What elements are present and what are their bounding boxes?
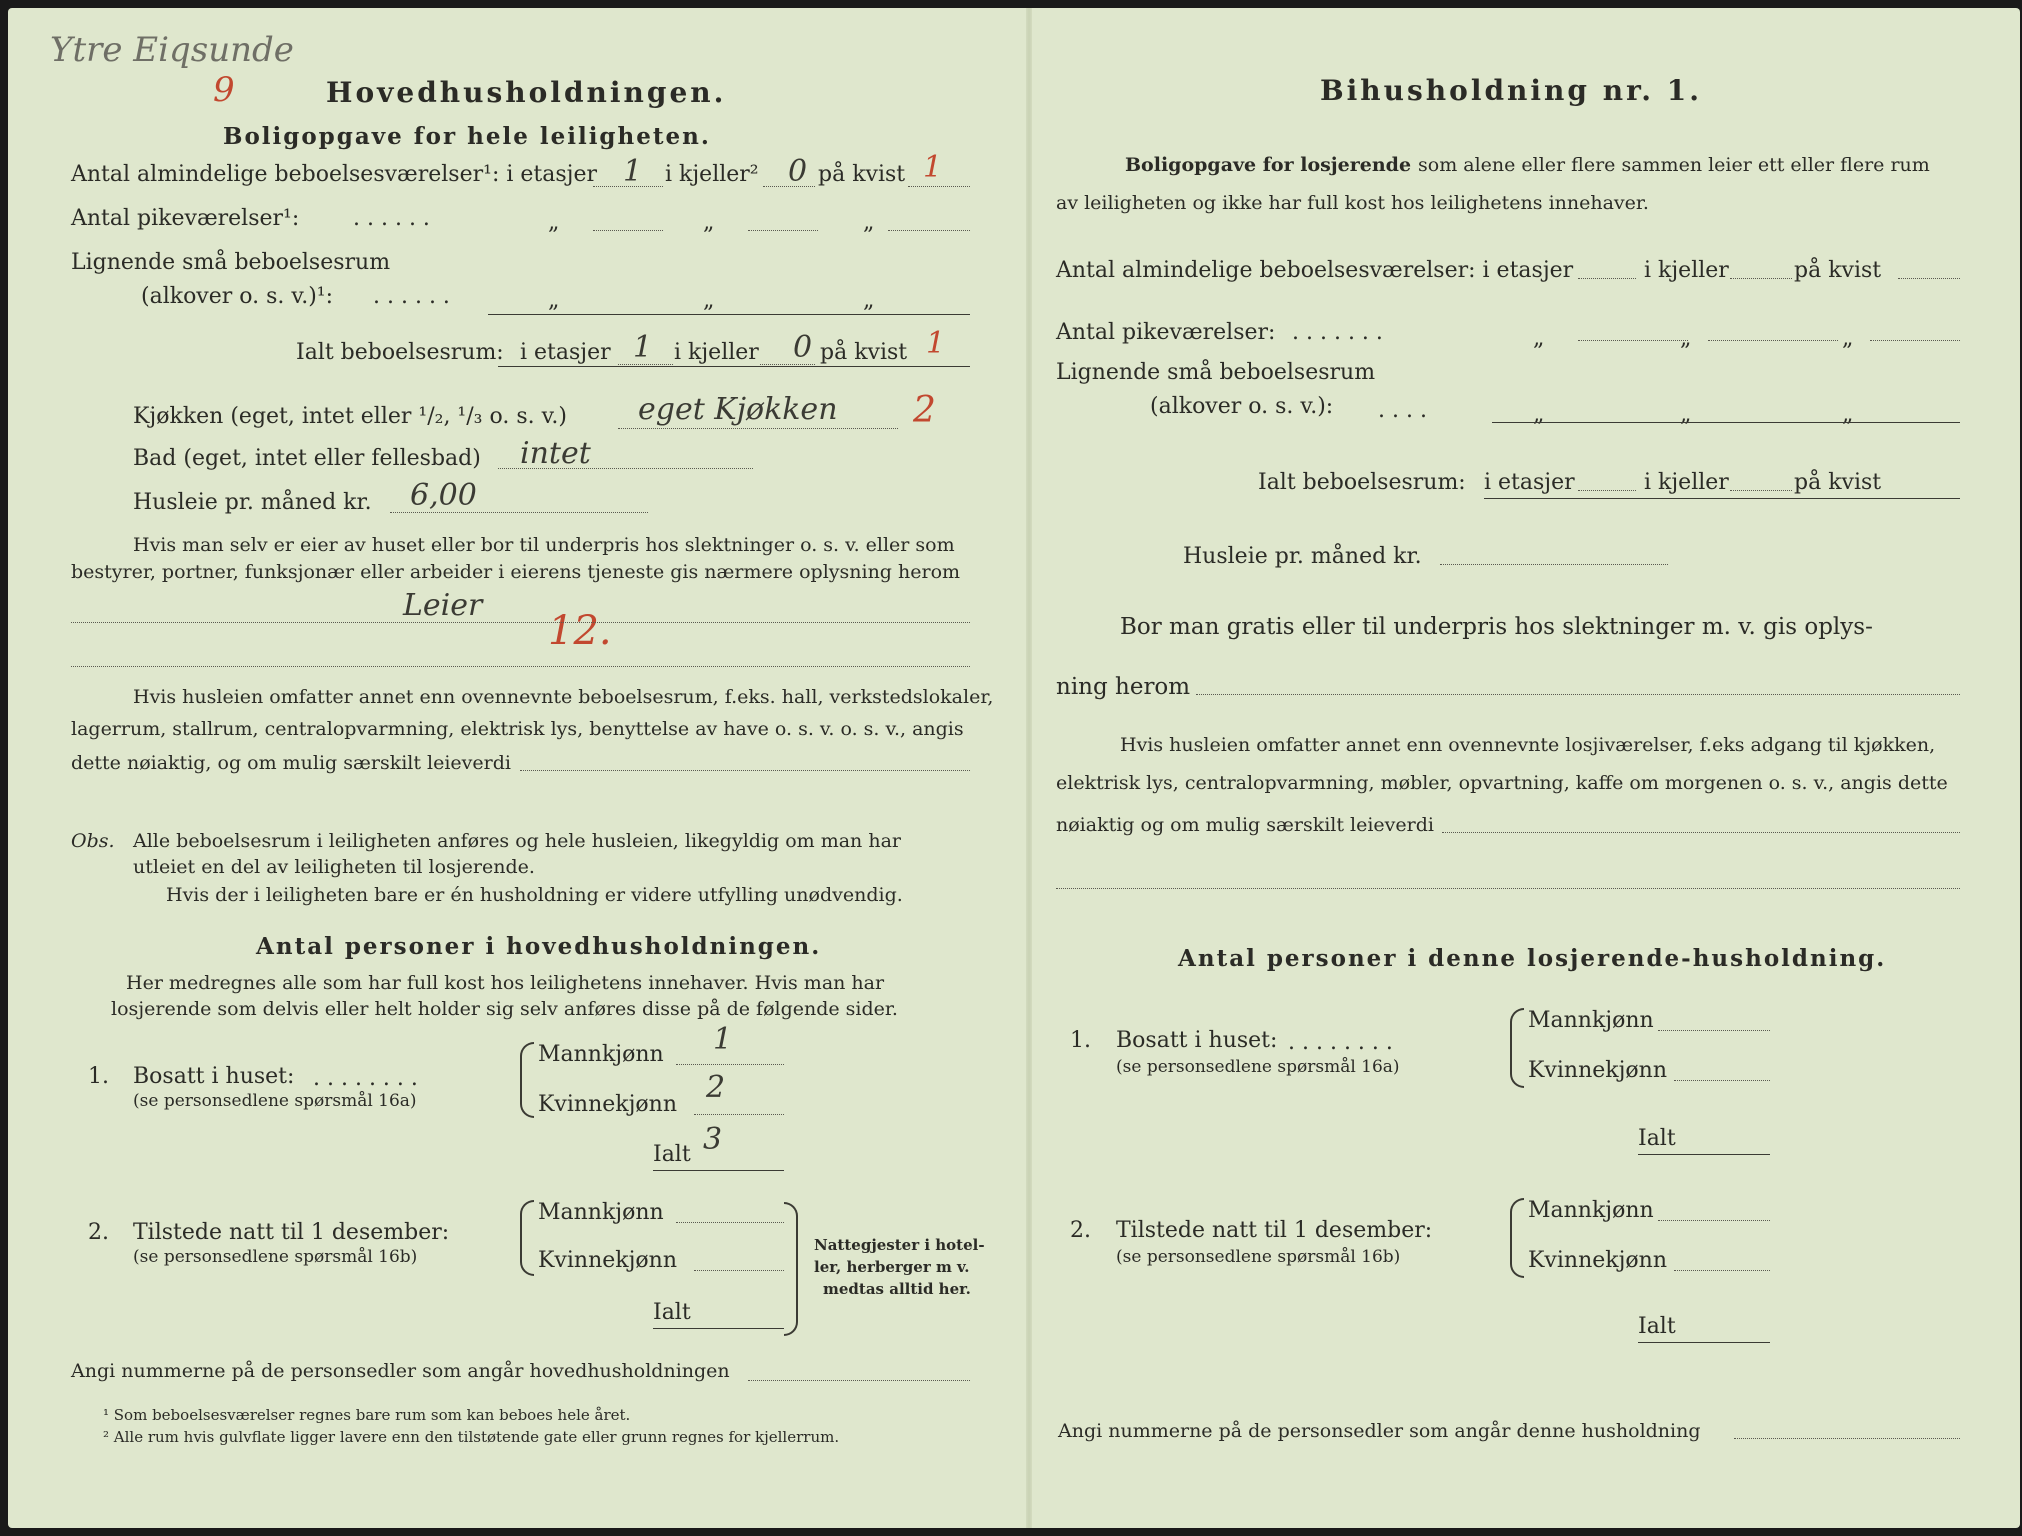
r-label-husleie: Husleie pr. måned kr. — [1183, 544, 1422, 569]
r-angi: Angi nummerne på de personsedler som angår denne husholdning — [1058, 1420, 1701, 1442]
hw-kjeller: 0 — [788, 154, 808, 189]
para-eier-a: Hvis man selv er eier av huset eller bor til underpris hos slektninger o. s. v. eller som — [133, 534, 955, 556]
r-label-total-kjeller: i kjeller — [1644, 470, 1729, 495]
r-label-kvist: på kvist — [1794, 258, 1882, 283]
ditto-6: „ — [863, 288, 875, 313]
hw-kjokken: eget Kjøkken — [638, 392, 838, 427]
r-q1-mann: Mannkjønn — [1528, 1008, 1654, 1033]
r-q2-mann: Mannkjønn — [1528, 1198, 1654, 1223]
r-gratis-a: Bor man gratis eller til underpris hos slektninger m. v. gis oplys- — [1120, 614, 1873, 640]
r-ditto-1: „ — [1533, 326, 1545, 351]
q2-brace-left — [520, 1200, 534, 1276]
hw-kjokken-mark: 2 — [913, 390, 936, 431]
r-label-ialt: Ialt beboelsesrum: — [1258, 470, 1466, 495]
r-q1-kvinne: Kvinnekjønn — [1528, 1058, 1667, 1083]
para-husleien-a: Hvis husleien omfatter annet enn ovennevnte beboelsesrum, f.eks. hall, verkstedslokaler, — [133, 686, 994, 708]
angi-left: Angi nummerne på de personsedler som angår hovedhusholdningen — [71, 1360, 730, 1382]
hw-q1-mann: 1 — [713, 1022, 733, 1057]
r-dots-pike: . . . . . . . — [1292, 320, 1383, 345]
intro-line-b: av leiligheten og ikke har full kost hos leilighetens innehaver. — [1056, 192, 1649, 214]
q1-dots-left: . . . . . . . . — [313, 1066, 418, 1091]
ditto-5: „ — [703, 288, 715, 313]
label-pikevaerelser: Antal pikeværelser¹: — [71, 206, 300, 231]
label-total-kvist: på kvist — [820, 340, 908, 365]
q1-sub-left: (se personsedlene spørsmål 16a) — [133, 1091, 417, 1111]
r-field-pike-etasjer[interactable] — [1578, 340, 1688, 341]
field-herom-1[interactable] — [71, 622, 970, 623]
hw-herom: Leier — [403, 588, 483, 623]
r-q2-brace — [1510, 1198, 1524, 1278]
label-lignende-sma: Lignende små beboelsesrum — [71, 250, 391, 275]
hw-herom-mark: 12. — [548, 608, 612, 654]
r-label-almindelige: Antal almindelige beboelsesværelser: i etasjer — [1056, 258, 1574, 283]
r-label-pike: Antal pikeværelser: — [1056, 320, 1276, 345]
subheading-boligopgave: Boligopgave for hele leiligheten. — [223, 123, 711, 150]
r-field-kjeller[interactable] — [1730, 278, 1792, 279]
para-husleien-c: dette nøiaktig, og om mulig særskilt leieverdi — [71, 752, 511, 774]
field-q1-ialt-left[interactable] — [653, 1170, 784, 1171]
label-alkover: (alkover o. s. v.)¹: — [141, 284, 334, 309]
hw-kvist: 1 — [923, 150, 943, 185]
obs-line-c: Hvis der i leiligheten bare er én husholdning er videre utfylling unødvendig. — [166, 884, 903, 906]
r-q1-label: Bosatt i huset: — [1116, 1028, 1278, 1053]
label-husleie: Husleie pr. måned kr. — [133, 490, 372, 515]
heading-hovedhusholdningen: Hovedhusholdningen. — [326, 76, 727, 109]
r-field-angi[interactable] — [1734, 1438, 1960, 1439]
r-ditto-5: „ — [1680, 402, 1692, 427]
ditto-3: „ — [863, 210, 875, 235]
para-eier-b: bestyrer, portner, funksjonær eller arbeider i eierens tjeneste gis nærmere oplysning herom — [71, 561, 961, 583]
r-q1-sub: (se personsedlene spørsmål 16a) — [1116, 1057, 1400, 1077]
r-rule-total — [1484, 498, 1960, 499]
q1-mann-left: Mannkjønn — [538, 1042, 664, 1067]
q1-ialt-left: Ialt — [653, 1142, 691, 1167]
r-label-total-kvist: på kvist — [1794, 470, 1882, 495]
r-field-q1-mann[interactable] — [1658, 1030, 1770, 1031]
handwritten-place-name: Ytre Eiqsunde — [50, 30, 294, 70]
label-ialt-beboelsesrum: Ialt beboelsesrum: — [296, 340, 504, 365]
q1-brace-left — [520, 1042, 534, 1118]
ditto-2: „ — [703, 210, 715, 235]
r-field-q2-kvinne[interactable] — [1674, 1270, 1770, 1271]
r-field-leieverdi[interactable] — [1442, 832, 1960, 833]
natte-a: Nattegjester i hotel- — [814, 1236, 985, 1254]
census-form-sheet — [8, 8, 2020, 1528]
q1-number-left: 1. — [88, 1064, 109, 1089]
r-q1-brace — [1510, 1008, 1524, 1088]
field-kjokken[interactable] — [618, 428, 898, 429]
r-field-etasjer[interactable] — [1578, 278, 1636, 279]
r-field-husleie[interactable] — [1440, 564, 1668, 565]
r-ditto-4: „ — [1533, 402, 1545, 427]
q2-mann-left: Mannkjønn — [538, 1200, 664, 1225]
r-field-gratis[interactable] — [1196, 694, 1960, 695]
label-i-kjeller: i kjeller² — [665, 162, 759, 187]
obs-label: Obs. — [71, 830, 115, 852]
r-q2-number: 2. — [1070, 1218, 1091, 1243]
r-q2-ialt: Ialt — [1638, 1314, 1676, 1339]
q2-ialt-left: Ialt — [653, 1300, 691, 1325]
field-pike-etasjer[interactable] — [593, 230, 663, 231]
dots-alkover: . . . . . . — [373, 284, 450, 309]
field-q2-kvinne-left[interactable] — [694, 1270, 784, 1271]
label-total-etasjer: i etasjer — [520, 340, 611, 365]
r-q2-kvinne: Kvinnekjønn — [1528, 1248, 1667, 1273]
q1-label-left: Bosatt i huset: — [133, 1064, 295, 1089]
para-husleien-b: lagerrum, stallrum, centralopvarmning, elektrisk lys, benyttelse av have o. s. v. o. s. v., angis — [71, 718, 964, 740]
field-pike-kvist[interactable] — [888, 230, 970, 231]
r-field-alkover[interactable] — [1492, 422, 1960, 423]
obs-line-a: Alle beboelsesrum i leiligheten anføres og hele husleien, likegyldig om man har — [133, 830, 901, 852]
natte-b: ler, herberger m v. — [814, 1258, 970, 1276]
hw-q1-kvinne: 2 — [706, 1070, 726, 1105]
r-field-q2-mann[interactable] — [1658, 1220, 1770, 1221]
r-ditto-3: „ — [1842, 326, 1854, 351]
r-field-total-etasjer[interactable] — [1578, 490, 1636, 491]
r-field-q2-ialt[interactable] — [1638, 1342, 1770, 1343]
field-kvist[interactable] — [908, 186, 970, 187]
hw-total-etasjer: 1 — [633, 330, 653, 365]
r-persons-heading: Antal personer i denne losjerende-husholdning. — [1178, 945, 1887, 972]
q2-label-left: Tilstede natt til 1 desember: — [133, 1220, 450, 1245]
hw-total-kjeller: 0 — [793, 330, 813, 365]
r-para-b: elektrisk lys, centralopvarmning, møbler, opvartning, kaffe om morgenen o. s. v., angis dette — [1056, 772, 1948, 794]
r-ditto-6: „ — [1842, 402, 1854, 427]
persons-text-b: losjerende som delvis eller helt holder sig selv anføres disse på de følgende sider. — [111, 998, 898, 1020]
label-bad: Bad (eget, intet eller fellesbad) — [133, 446, 481, 471]
hw-bad: intet — [520, 436, 591, 471]
persons-text-a: Her medregnes alle som har full kost hos leilighetens innehaver. Hvis man har — [126, 972, 885, 994]
q1-kvinne-left: Kvinnekjønn — [538, 1092, 677, 1117]
field-q2-ialt-left[interactable] — [653, 1328, 784, 1329]
r-field-leieverdi-2[interactable] — [1056, 888, 1960, 889]
field-alkover[interactable] — [488, 314, 970, 315]
r-q2-sub: (se personsedlene spørsmål 16b) — [1116, 1247, 1401, 1267]
r-q1-ialt: Ialt — [1638, 1126, 1676, 1151]
q2-kvinne-left: Kvinnekjønn — [538, 1248, 677, 1273]
natte-c: medtas alltid her. — [823, 1280, 971, 1298]
r-field-q1-kvinne[interactable] — [1674, 1080, 1770, 1081]
field-q1-mann-left[interactable] — [676, 1064, 784, 1065]
label-kjokken: Kjøkken (eget, intet eller ¹/₂, ¹/₃ o. s. v.) — [133, 404, 567, 429]
rule-total — [498, 366, 970, 367]
hw-total-kvist: 1 — [926, 326, 946, 361]
r-ditto-2: „ — [1680, 326, 1692, 351]
field-q1-kvinne-left[interactable] — [694, 1114, 784, 1115]
q2-right-brace — [784, 1202, 798, 1336]
r-field-total-kjeller[interactable] — [1730, 490, 1792, 491]
r-label-alkover: (alkover o. s. v.): — [1150, 394, 1334, 419]
label-total-kjeller: i kjeller — [674, 340, 759, 365]
r-q1-dots: . . . . . . . . — [1288, 1030, 1393, 1055]
label-pa-kvist: på kvist — [818, 162, 906, 187]
handwritten-household-number: 9 — [213, 70, 235, 110]
footnote-2: ² Alle rum hvis gulvflate ligger lavere enn den tilstøtende gate eller grunn regnes for kjellerrum. — [103, 1428, 840, 1446]
label-almindelige-vaerelser: Antal almindelige beboelsesværelser¹: i etasjer — [71, 162, 598, 187]
r-field-pike-kjeller[interactable] — [1708, 340, 1838, 341]
field-q2-mann-left[interactable] — [676, 1222, 784, 1223]
r-field-pike-kvist[interactable] — [1870, 340, 1960, 341]
r-para-c: nøiaktig og om mulig særskilt leieverdi — [1056, 814, 1434, 836]
intro-bold: Boligopgave for losjerende — [1125, 154, 1412, 176]
intro-line-a: som alene eller flere sammen leier ett eller flere rum — [1418, 154, 1930, 176]
r-field-kvist[interactable] — [1898, 278, 1960, 279]
q2-sub-left: (se personsedlene spørsmål 16b) — [133, 1247, 418, 1267]
r-label-total-etasjer: i etasjer — [1484, 470, 1575, 495]
field-pike-kjeller[interactable] — [748, 230, 818, 231]
persons-heading-left: Antal personer i hovedhusholdningen. — [256, 933, 822, 960]
page-fold — [1026, 8, 1032, 1528]
heading-bihusholdning: Bihusholdning nr. 1. — [1320, 74, 1702, 107]
hw-q1-ialt: 3 — [703, 1122, 723, 1157]
r-q1-number: 1. — [1070, 1028, 1091, 1053]
field-herom-2[interactable] — [71, 666, 970, 667]
field-angi-left[interactable] — [748, 1380, 970, 1381]
r-gratis-b: ning herom — [1056, 674, 1191, 700]
r-label-lignende: Lignende små beboelsesrum — [1056, 360, 1376, 385]
dots-pike: . . . . . . — [353, 206, 430, 231]
ditto-4: „ — [548, 288, 560, 313]
field-leieverdi[interactable] — [520, 770, 970, 771]
obs-line-b: utleiet en del av leiligheten til losjerende. — [133, 856, 535, 878]
r-label-kjeller: i kjeller — [1644, 258, 1729, 283]
q2-number-left: 2. — [88, 1220, 109, 1245]
ditto-1: „ — [548, 210, 560, 235]
r-q2-label: Tilstede natt til 1 desember: — [1116, 1218, 1433, 1243]
footnote-1: ¹ Som beboelsesværelser regnes bare rum som kan beboes hele året. — [103, 1406, 631, 1424]
r-dots-alkover: . . . . — [1378, 398, 1427, 423]
r-para-a: Hvis husleien omfatter annet enn ovennevnte losjiværelser, f.eks adgang til kjøkken, — [1120, 734, 1936, 756]
r-field-q1-ialt[interactable] — [1638, 1154, 1770, 1155]
hw-etasjer: 1 — [623, 154, 643, 189]
hw-husleie: 6,00 — [410, 478, 477, 513]
